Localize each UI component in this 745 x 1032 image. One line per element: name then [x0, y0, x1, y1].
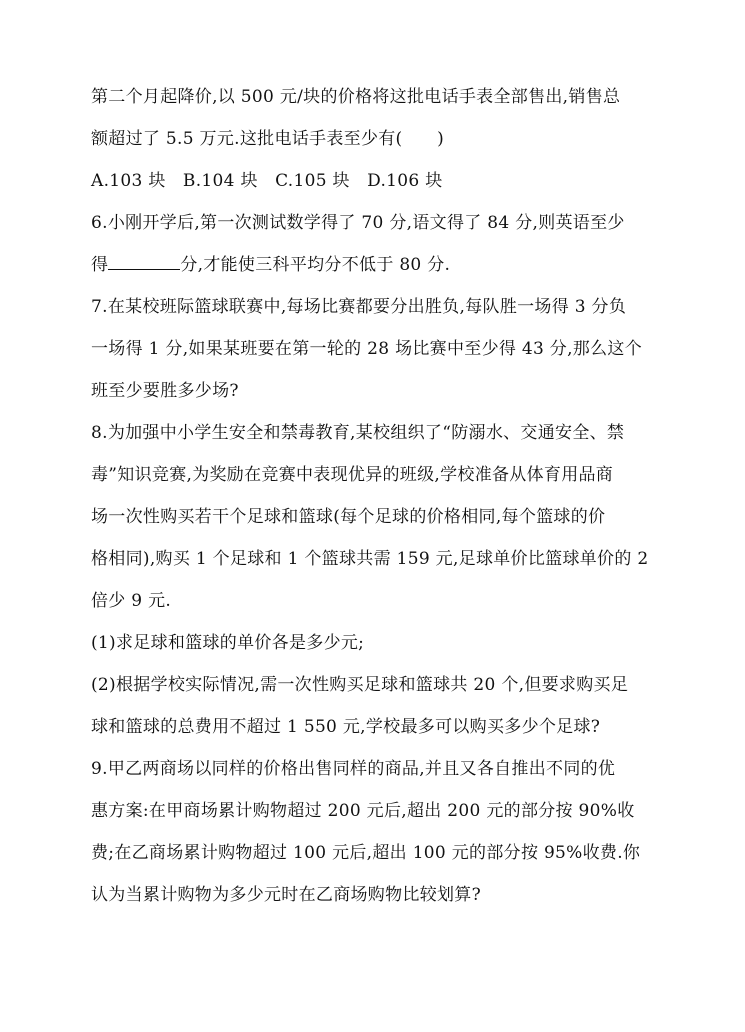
- question-9-line: 9.甲乙两商场以同样的价格出售同样的商品,并且又各自推出不同的优: [91, 759, 616, 779]
- text-fragment: 分,才能使三科平均分不低于 80 分.: [180, 255, 451, 275]
- text-line: 费;在乙商场累计购物超过 100 元后,超出 100 元的部分按 95%收费.你: [91, 843, 641, 863]
- question-6-fill-line: [91, 254, 450, 276]
- question-7-line: 7.在某校班际篮球联赛中,每场比赛都要分出胜负,每队胜一场得 3 分负: [91, 297, 627, 317]
- text-line: 倍少 9 元.: [91, 591, 172, 611]
- text-line: 额超过了 5.5 万元.这批电话手表至少有( ): [91, 129, 445, 149]
- text-line: 惠方案:在甲商场累计购物超过 200 元后,超出 200 元的部分按 90%收: [91, 801, 635, 821]
- text-line: 场一次性购买若干个足球和篮球(每个足球的价格相同,每个篮球的价: [91, 507, 606, 527]
- text-line: 班至少要胜多少场?: [91, 381, 239, 401]
- sub-question-1: (1)求足球和篮球的单价各是多少元;: [91, 633, 365, 653]
- question-6-line: 6.小刚开学后,第一次测试数学得了 70 分,语文得了 84 分,则英语至少: [91, 213, 625, 233]
- answer-options: A.103 块 B.104 块 C.105 块 D.106 块: [91, 171, 443, 191]
- answer-blank[interactable]: [108, 255, 180, 270]
- text-line: 球和篮球的总费用不超过 1 550 元,学校最多可以购买多少个足球?: [91, 717, 601, 737]
- text-line: 认为当累计购物为多少元时在乙商场购物比较划算?: [91, 885, 482, 905]
- question-8-line: 8.为加强中小学生安全和禁毒教育,某校组织了“防溺水、交通安全、禁: [91, 423, 625, 443]
- text-line: 一场得 1 分,如果某班要在第一轮的 28 场比赛中至少得 43 分,那么这个: [91, 339, 643, 359]
- text-fragment: 得: [91, 255, 109, 275]
- text-line: 格相同),购买 1 个足球和 1 个篮球共需 159 元,足球单价比篮球单价的 2: [91, 549, 649, 569]
- text-line: 第二个月起降价,以 500 元/块的价格将这批电话手表全部售出,销售总: [91, 87, 621, 107]
- sub-question-2: (2)根据学校实际情况,需一次性购买足球和篮球共 20 个,但要求购买足: [91, 675, 629, 695]
- text-line: 毒”知识竞赛,为奖励在竞赛中表现优异的班级,学校准备从体育用品商: [91, 465, 614, 485]
